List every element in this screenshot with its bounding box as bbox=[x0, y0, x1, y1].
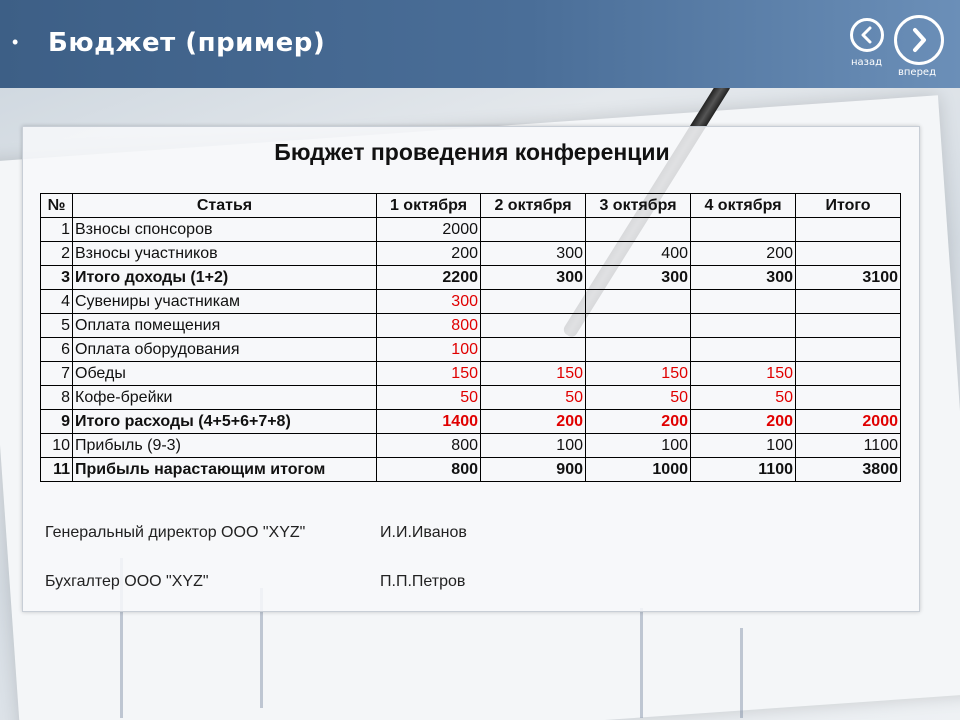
column-header: 2 октября bbox=[481, 194, 586, 218]
row-number: 8 bbox=[41, 386, 73, 410]
cell-total bbox=[796, 338, 901, 362]
cell-oct-1: 2200 bbox=[377, 266, 481, 290]
cell-total bbox=[796, 314, 901, 338]
title-bullet: • bbox=[12, 32, 19, 52]
back-label[interactable]: назад bbox=[851, 57, 883, 68]
row-item: Обеды bbox=[73, 362, 377, 386]
cell-oct-3 bbox=[586, 314, 691, 338]
cell-total bbox=[796, 218, 901, 242]
table-row bbox=[41, 266, 901, 290]
column-header: 1 октября bbox=[377, 194, 481, 218]
table-row bbox=[41, 362, 901, 386]
cell-oct-1: 150 bbox=[377, 362, 481, 386]
cell-oct-3: 200 bbox=[586, 410, 691, 434]
row-number: 4 bbox=[41, 290, 73, 314]
cell-oct-2: 300 bbox=[481, 266, 586, 290]
cell-total: 3100 bbox=[796, 266, 901, 290]
cell-oct-3: 300 bbox=[586, 266, 691, 290]
document-panel bbox=[22, 126, 920, 612]
row-number: 9 bbox=[41, 410, 73, 434]
row-number: 1 bbox=[41, 218, 73, 242]
cell-total bbox=[796, 386, 901, 410]
column-header: 3 октября bbox=[586, 194, 691, 218]
cell-oct-4 bbox=[691, 218, 796, 242]
cell-oct-4: 300 bbox=[691, 266, 796, 290]
row-item: Итого расходы (4+5+6+7+8) bbox=[73, 410, 377, 434]
cell-oct-4: 1100 bbox=[691, 458, 796, 482]
cell-oct-1: 50 bbox=[377, 386, 481, 410]
forward-button[interactable] bbox=[894, 15, 944, 65]
cell-oct-3: 50 bbox=[586, 386, 691, 410]
cell-oct-2 bbox=[481, 218, 586, 242]
cell-oct-4 bbox=[691, 290, 796, 314]
table-row bbox=[41, 386, 901, 410]
row-item: Кофе-брейки bbox=[73, 386, 377, 410]
cell-oct-2: 300 bbox=[481, 242, 586, 266]
cell-oct-1: 2000 bbox=[377, 218, 481, 242]
cell-oct-3: 150 bbox=[586, 362, 691, 386]
cell-oct-2 bbox=[481, 338, 586, 362]
cell-oct-4 bbox=[691, 338, 796, 362]
table-row bbox=[41, 242, 901, 266]
cell-oct-1: 200 bbox=[377, 242, 481, 266]
cell-oct-3 bbox=[586, 290, 691, 314]
row-item: Сувениры участникам bbox=[73, 290, 377, 314]
cell-oct-1: 100 bbox=[377, 338, 481, 362]
cell-oct-1: 800 bbox=[377, 314, 481, 338]
cell-oct-4: 50 bbox=[691, 386, 796, 410]
table-row bbox=[41, 338, 901, 362]
cell-oct-2: 900 bbox=[481, 458, 586, 482]
row-item: Взносы спонсоров bbox=[73, 218, 377, 242]
cell-oct-4: 200 bbox=[691, 242, 796, 266]
signature-role: Генеральный директор ООО "XYZ" bbox=[45, 524, 306, 541]
table-row bbox=[41, 218, 901, 242]
row-number: 2 bbox=[41, 242, 73, 266]
row-item: Итого доходы (1+2) bbox=[73, 266, 377, 290]
signature-name: И.И.Иванов bbox=[380, 524, 467, 541]
cell-oct-2: 50 bbox=[481, 386, 586, 410]
cell-total bbox=[796, 242, 901, 266]
title-bar bbox=[0, 0, 960, 88]
row-number: 5 bbox=[41, 314, 73, 338]
cell-oct-3: 400 bbox=[586, 242, 691, 266]
row-number: 11 bbox=[41, 458, 73, 482]
cell-total: 1100 bbox=[796, 434, 901, 458]
row-number: 10 bbox=[41, 434, 73, 458]
chevron-right-icon bbox=[908, 27, 930, 53]
cell-oct-3: 100 bbox=[586, 434, 691, 458]
cell-oct-2: 100 bbox=[481, 434, 586, 458]
cell-oct-2: 200 bbox=[481, 410, 586, 434]
signature-role: Бухгалтер ООО "XYZ" bbox=[45, 573, 209, 590]
row-item: Прибыль нарастающим итогом bbox=[73, 458, 377, 482]
chevron-left-icon bbox=[859, 26, 875, 44]
cell-oct-2: 150 bbox=[481, 362, 586, 386]
cell-oct-2 bbox=[481, 314, 586, 338]
cell-oct-4: 200 bbox=[691, 410, 796, 434]
table-row bbox=[41, 434, 901, 458]
row-number: 3 bbox=[41, 266, 73, 290]
cell-oct-4: 150 bbox=[691, 362, 796, 386]
slide-title: Бюджет (пример) bbox=[48, 28, 326, 58]
cell-total: 3800 bbox=[796, 458, 901, 482]
cell-oct-3 bbox=[586, 218, 691, 242]
document-title: Бюджет проведения конференции bbox=[274, 139, 670, 165]
column-header: Итого bbox=[796, 194, 901, 218]
cell-total bbox=[796, 290, 901, 314]
row-item: Взносы участников bbox=[73, 242, 377, 266]
table-row bbox=[41, 290, 901, 314]
cell-oct-2 bbox=[481, 290, 586, 314]
cell-oct-1: 1400 bbox=[377, 410, 481, 434]
column-header: 4 октября bbox=[691, 194, 796, 218]
cell-oct-1: 800 bbox=[377, 458, 481, 482]
row-item: Оплата оборудования bbox=[73, 338, 377, 362]
signature-name: П.П.Петров bbox=[380, 573, 466, 590]
cell-oct-4 bbox=[691, 314, 796, 338]
budget-table bbox=[40, 193, 901, 482]
row-item: Оплата помещения bbox=[73, 314, 377, 338]
cell-oct-4: 100 bbox=[691, 434, 796, 458]
table-row bbox=[41, 410, 901, 434]
cell-oct-3: 1000 bbox=[586, 458, 691, 482]
forward-label[interactable]: вперед bbox=[898, 67, 936, 78]
column-header: № bbox=[41, 194, 73, 218]
table-header-row bbox=[41, 194, 901, 218]
row-number: 6 bbox=[41, 338, 73, 362]
cell-oct-1: 300 bbox=[377, 290, 481, 314]
row-item: Прибыль (9-3) bbox=[73, 434, 377, 458]
table-row bbox=[41, 314, 901, 338]
column-header: Статья bbox=[73, 194, 377, 218]
cell-oct-1: 800 bbox=[377, 434, 481, 458]
row-number: 7 bbox=[41, 362, 73, 386]
cell-oct-3 bbox=[586, 338, 691, 362]
table-row bbox=[41, 458, 901, 482]
cell-total: 2000 bbox=[796, 410, 901, 434]
cell-total bbox=[796, 362, 901, 386]
back-button[interactable] bbox=[850, 18, 884, 52]
